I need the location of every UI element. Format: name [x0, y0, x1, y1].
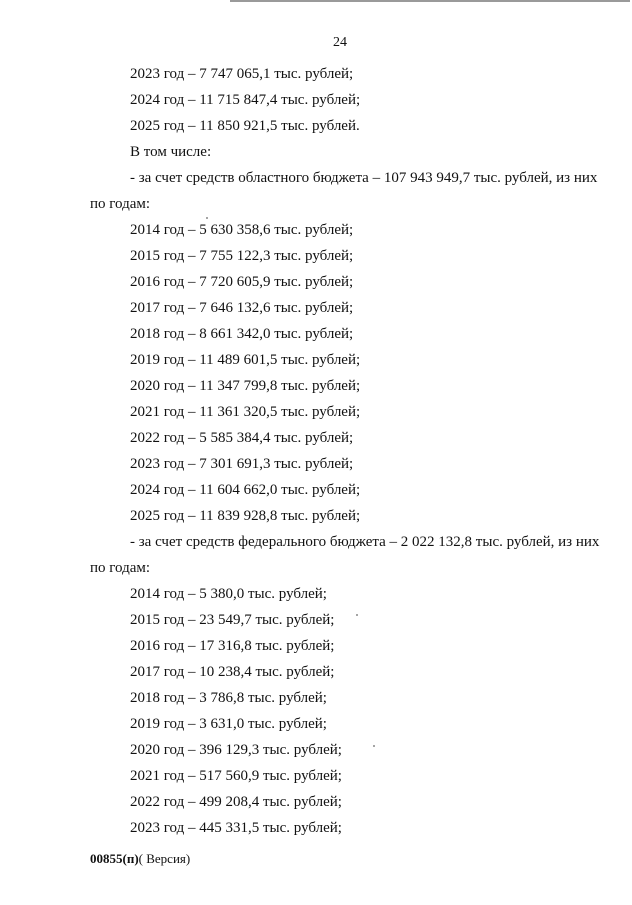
- document-code: 00855(п): [90, 851, 139, 866]
- text-line: 2022 год – 499 208,4 тыс. рублей;: [130, 794, 342, 810]
- text-line: 2024 год – 11 715 847,4 тыс. рублей;: [130, 92, 361, 108]
- text-line: 2015 год – 23 549,7 тыс. рублей;: [130, 612, 335, 628]
- text-line: 2019 год – 11 489 601,5 тыс. рублей;: [130, 352, 361, 368]
- text-line: 2023 год – 7 747 065,1 тыс. рублей;: [130, 66, 354, 82]
- text-line: 2021 год – 11 361 320,5 тыс. рублей;: [130, 404, 361, 420]
- text-line: 2014 год – 5 630 358,6 тыс. рублей;: [130, 222, 354, 238]
- text-line: 2023 год – 445 331,5 тыс. рублей;: [130, 820, 342, 836]
- text-line: 2025 год – 11 839 928,8 тыс. рублей;: [130, 508, 361, 524]
- text-line: 2018 год – 3 786,8 тыс. рублей;: [130, 690, 327, 706]
- document-body: [0, 64, 632, 844]
- text-line: 2017 год – 10 238,4 тыс. рублей;: [130, 664, 335, 680]
- text-line: 2015 год – 7 755 122,3 тыс. рублей;: [130, 248, 354, 264]
- text-line: 2022 год – 5 585 384,4 тыс. рублей;: [130, 430, 354, 446]
- document-version: ( Версия): [138, 851, 191, 866]
- scan-speck: [373, 745, 375, 747]
- text-line: 2024 год – 11 604 662,0 тыс. рублей;: [130, 482, 361, 498]
- text-line: - за счет средств федерального бюджета – 2 022 132,8 тыс. рублей, из них: [130, 534, 600, 550]
- scan-speck: [206, 217, 208, 219]
- text-line: 2018 год – 8 661 342,0 тыс. рублей;: [130, 326, 354, 342]
- text-line: - за счет средств областного бюджета – 107 943 949,7 тыс. рублей, из них: [130, 170, 598, 186]
- text-line: 2023 год – 7 301 691,3 тыс. рублей;: [130, 456, 354, 472]
- top-rule: [230, 0, 630, 2]
- text-line: 2021 год – 517 560,9 тыс. рублей;: [130, 768, 342, 784]
- text-line: 2025 год – 11 850 921,5 тыс. рублей.: [130, 118, 360, 134]
- paragraph-continuation: по годам:: [90, 560, 151, 576]
- document-version-footer: [90, 851, 190, 867]
- text-line: 2014 год – 5 380,0 тыс. рублей;: [130, 586, 327, 602]
- text-line: 2020 год – 11 347 799,8 тыс. рублей;: [130, 378, 361, 394]
- page-number: 24: [333, 35, 347, 50]
- text-line: 2017 год – 7 646 132,6 тыс. рублей;: [130, 300, 354, 316]
- text-line: 2016 год – 7 720 605,9 тыс. рублей;: [130, 274, 354, 290]
- text-line: 2019 год – 3 631,0 тыс. рублей;: [130, 716, 327, 732]
- paragraph-continuation: по годам:: [90, 196, 151, 212]
- text-line: 2020 год – 396 129,3 тыс. рублей;: [130, 742, 342, 758]
- text-line: В том числе:: [130, 144, 212, 160]
- scan-speck: [356, 614, 358, 616]
- text-line: 2016 год – 17 316,8 тыс. рублей;: [130, 638, 335, 654]
